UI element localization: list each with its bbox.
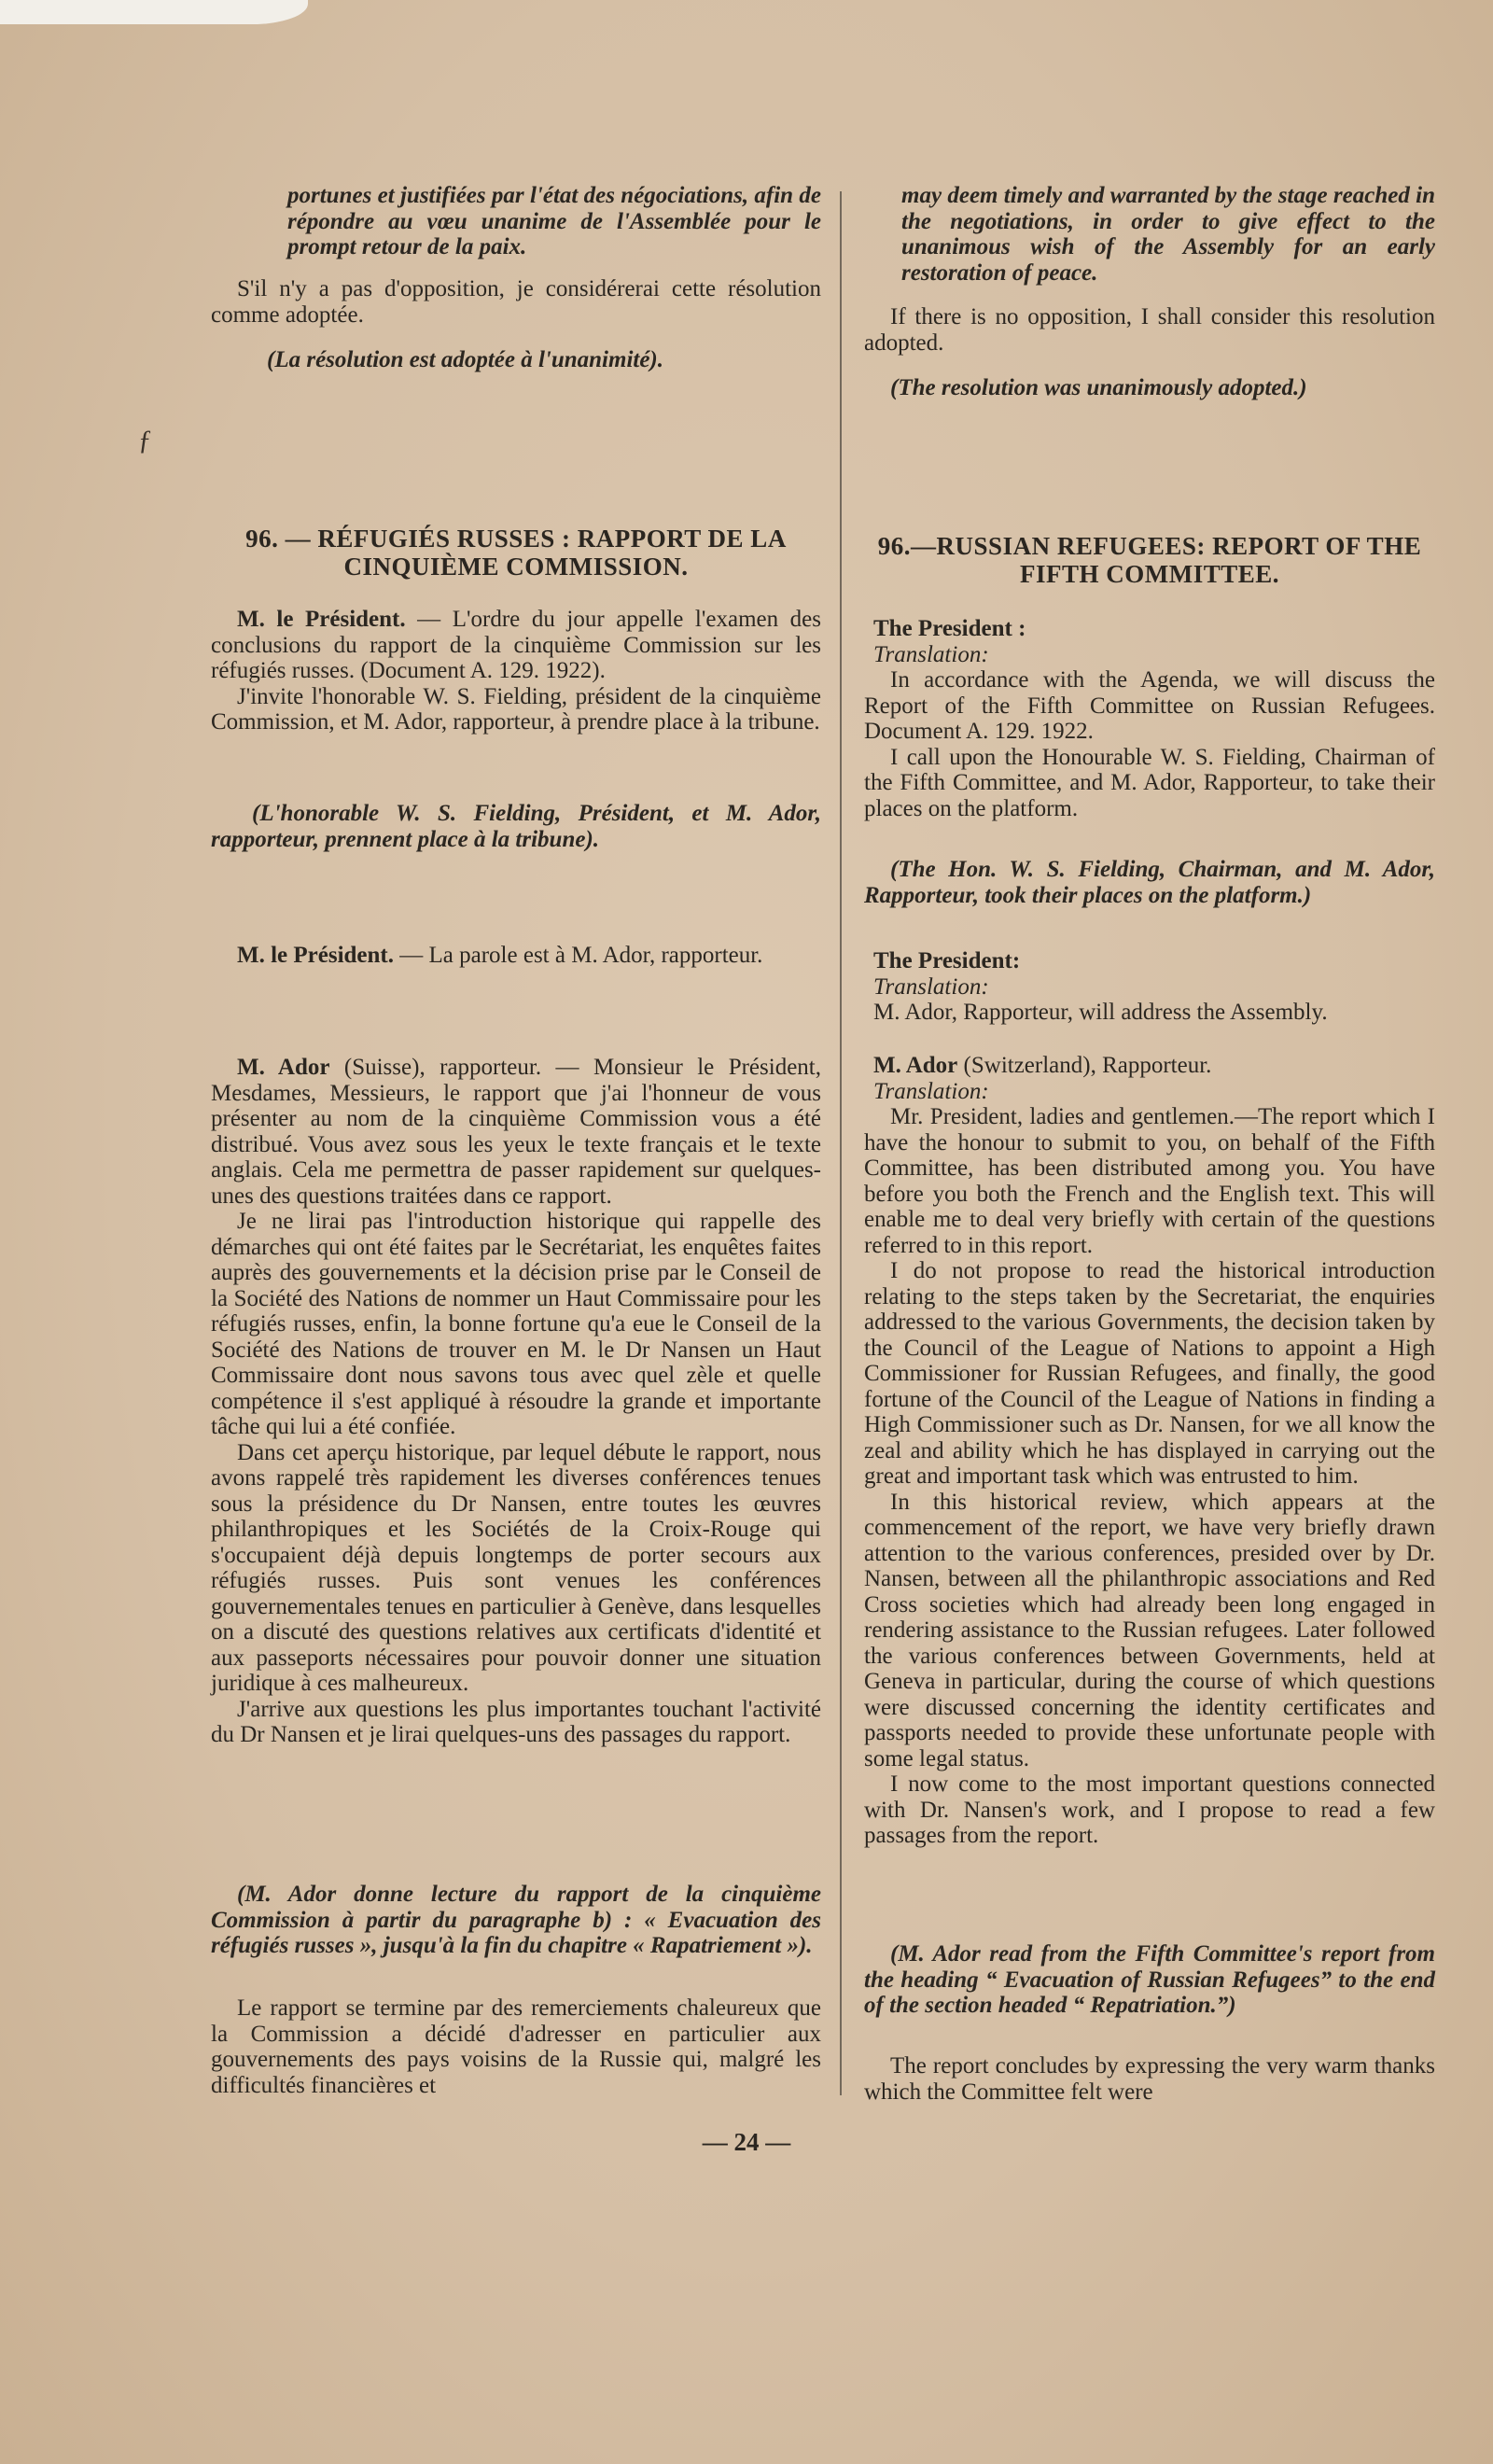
speaker-name: The President: [873,948,1021,973]
section-heading [211,525,821,581]
torn-corner [0,0,308,24]
ador-intro [211,1055,821,1209]
ador-paragraph-2: Je ne lirai pas l'introduction historique qui rappelle des démarches qui ont été faites par le Secrétariat, les enquêtes faites auprès des gouvernements et la décision prise par le Conseil de la Société des Nations de nommer un Haut Commissaire pour les réfugiés russes, enfin, la bonne fortune qu'a eue le Conseil de la Société des Nations de trouver en M. le Dr Nansen un Haut Commissaire dont nous savons tous avec quel zèle et quelle compétence il s'est appliqué à résoudre la grande et importante tâche qui lui a été confiée. [211,1209,821,1439]
adopted-note: (The resolution was unanimously adopted.) [890,375,1307,400]
speaker-name: M. Ador [873,1053,958,1078]
heading-line-2: FIFTH COMMITTEE. [1019,560,1279,588]
section-heading [864,532,1435,588]
president-remarks-2: M. Ador, Rapporteur, will address the Assembly. [873,1000,1328,1025]
speaker-name: The President : [873,616,1026,641]
translation-label: Translation: [873,973,989,1000]
president-remarks: In accordance with the Agenda, we will discuss the Report of the Fifth Committee on Russian Refugees. Document A. 129. 1922. [864,667,1435,744]
ador-paragraph-3: Dans cet aperçu historique, par lequel débute le rapport, nous avons rappelé très rapidement les diverses conférences tenues sous la présidence du Dr Nansen, entre toutes les œuvres philanthropiques et les Sociétés de la Croix-Rouge qui s'occupaient déjà depuis longtemps de porter secours aux réfugiés russes. Puis sont venues les conférences gouvernementales tenues en particulier à Genève, dans lesquelles on a discuté des questions relatives aux certificats d'identité et aux passeports nécessaires pour pouvoir donner une situation juridique à ces malheureux. [211,1439,821,1696]
speech-text: — La parole est à M. Ador, rapporteur. [394,943,763,968]
heading-line-2: CINQUIÈME COMMISSION. [343,553,689,581]
speech-text: — L'ordre du jour appelle l'examen des conclusions du rapport de la cinquième Commission sur les réfugiés russes. (Document A. 129. 1922). [211,607,821,683]
no-opposition-text: S'il n'y a pas d'opposition, je considérerai cette résolution comme adoptée. [211,276,821,328]
stage-direction: (L'honorable W. S. Fielding, Président, et M. Ador, rapporteur, prennent place à la tribune). [211,801,821,852]
ador-intro: Mr. President, ladies and gentlemen.—The report which I have the honour to submit to you, on behalf of the Fifth Committee, has been distributed among you. You have before you both the French and the English text. This will enable me to deal very briefly with certain of the questions referred to in this report. [864,1104,1435,1258]
speaker-name: M. le Président. [237,607,406,632]
heading-line-1: 96.—RUSSIAN REFUGEES: REPORT OF THE [877,532,1422,560]
resolution-text: portunes et justifiées par l'état des négociations, afin de répondre au vœu unanime de l'Assemblée pour le prompt retour de la paix. [287,183,821,259]
ador-heading [864,1053,1435,1079]
resolution-text: may deem timely and warranted by the stage reached in the negotiations, in order to give effect to the unanimous wish of the Assembly for an early restoration of peace. [901,183,1435,286]
margin-mark: ƒ [138,425,152,455]
page-number: — 24 — [702,2128,791,2156]
adopted-note: (La résolution est adoptée à l'unanimité). [267,347,664,372]
speech-text: (Suisse), rapporteur. — Monsieur le Président, Mesdames, Messieurs, le rapport que j'ai l'honneur de vous présenter au nom de la cinquième Commission vous a été distribué. Vous avez sous les yeux le texte français et le texte anglais. Cela me permettra de passer rapidement sur quelques-unes des questions traitées dans ce rapport. [211,1055,821,1209]
ador-paragraph-3: In this historical review, which appears at the commencement of the report, we have very briefly drawn attention to the various conferences, presided over by Dr. Nansen, between all the philanthropic associations and Red Cross societies which had already been long engaged in rendering assistance to the Russian refugees. Later followed the various conferences between Governments, held at Geneva in particular, during the course of which questions were discussed concerning the identity certificates and passports needed to provide these unfortunate people with some legal status. [864,1489,1435,1771]
speaker-country: (Switzerland), Rapporteur. [957,1053,1212,1078]
speaker-name: M. Ador [237,1055,330,1080]
stage-direction-2: (M. Ador read from the Fifth Committee's report from the heading “ Evacuation of Russian Refugees” to the end of the section headed “ Repatriation.”) [864,1941,1435,2018]
translation-label: Translation: [873,1078,989,1104]
president-remarks-2 [211,943,821,969]
column-divider [840,191,842,2095]
stage-direction: (The Hon. W. S. Fielding, Chairman, and M. Ador, Rapporteur, took their places on the platform.) [864,857,1435,908]
heading-line-1: 96. — RÉFUGIÉS RUSSES : RAPPORT DE LA [245,525,787,553]
no-opposition-text: If there is no opposition, I shall consider this resolution adopted. [864,304,1435,356]
stage-direction-2: (M. Ador donne lecture du rapport de la cinquième Commission à partir du paragraphe b) : « Evacuation des réfugiés russes », jusqu'à la fin du chapitre « Rapatriement »). [211,1882,821,1958]
translation-label: Translation: [873,641,989,667]
closing-text: Le rapport se termine par des remerciements chaleureux que la Commission a décidé d'adresser en particulier aux gouvernements des pays voisins de la Russie qui, malgré les difficultés financières et [211,1995,821,2098]
president-remarks [211,607,821,684]
president-invitation: J'invite l'honorable W. S. Fielding, président de la cinquième Commission, et M. Ador, rapporteur, à prendre place à la tribune. [211,683,821,735]
president-invitation: I call upon the Honourable W. S. Fielding, Chairman of the Fifth Committee, and M. Ador, Rapporteur, to take their places on the platform. [864,744,1435,821]
closing-text: The report concludes by expressing the very warm thanks which the Committee felt were [864,2053,1435,2105]
speaker-name: M. le Président. [237,943,395,968]
ador-paragraph-2: I do not propose to read the historical introduction relating to the steps taken by the Secretariat, the enquiries addressed to the various Governments, the decision taken by the Council of the League of Nations to appoint a High Commissioner for Russian Refugees, and finally, the good fortune of the Council of the League of Nations in finding a High Commissioner such as Dr. Nansen, for we all know the zeal and ability which he has displayed in carrying out the great and important task which was entrusted to him. [864,1258,1435,1489]
ador-paragraph-4: I now come to the most important questions connected with Dr. Nansen's work, and I propose to read a few passages from the report. [864,1771,1435,1848]
ador-paragraph-4: J'arrive aux questions les plus importantes touchant l'activité du Dr Nansen et je lirai quelques-uns des passages du rapport. [211,1696,821,1747]
